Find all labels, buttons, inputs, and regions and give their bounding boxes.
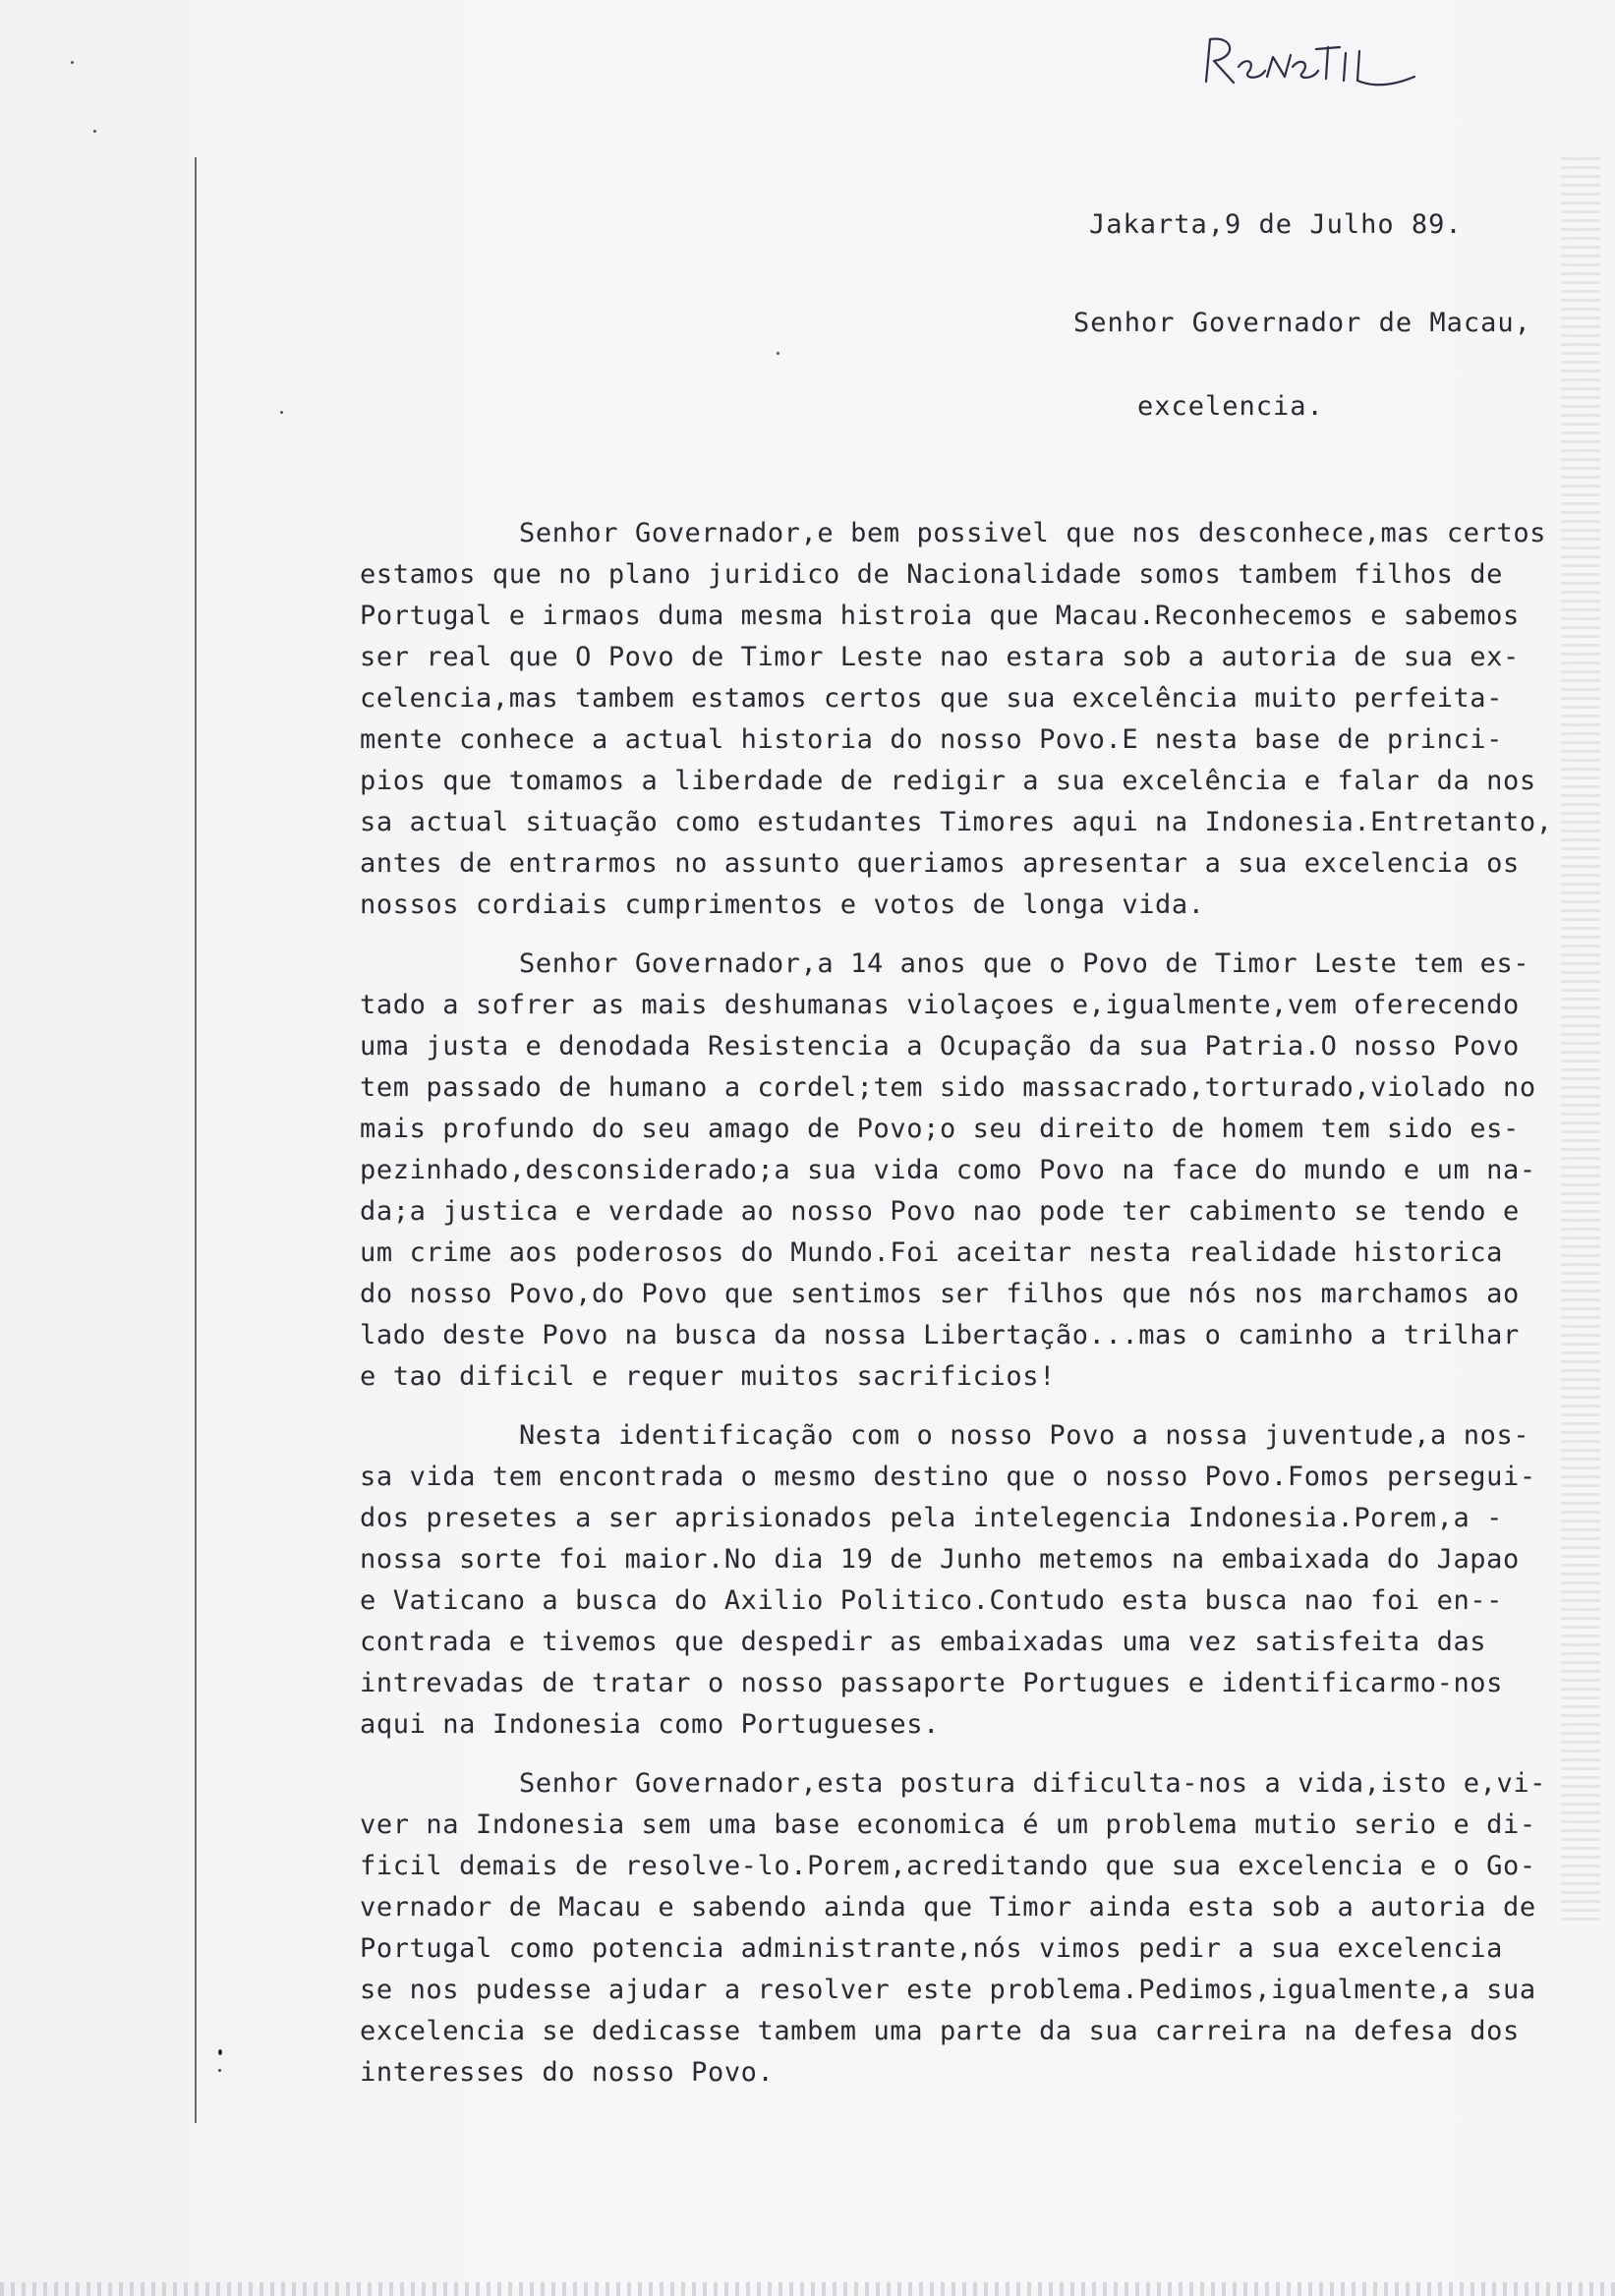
paragraph-line: vernador de Macau e sabendo ainda que Timor ainda esta sob a autoria de <box>360 1892 1536 1923</box>
paragraph-line: uma justa e denodada Resistencia a Ocupação da sua Patria.O nosso Povo <box>360 1031 1520 1062</box>
letter-dateline: Jakarta,9 de Julho 89. <box>1089 209 1463 240</box>
paragraph-line: pezinhado,desconsiderado;a sua vida como Povo na face do mundo e um na- <box>360 1155 1536 1185</box>
paragraph-line: Senhor Governador,e bem possivel que nos desconhece,mas certos <box>519 518 1547 548</box>
paragraph-line: um crime aos poderosos do Mundo.Foi aceitar nesta realidade historica <box>360 1237 1504 1268</box>
paragraph-line: contrada e tivemos que despedir as embaixadas uma vez satisfeita das <box>360 1627 1487 1657</box>
paragraph-line: nossa sorte foi maior.No dia 19 de Junho metemos na embaixada do Japao <box>360 1544 1520 1575</box>
paragraph-line: se nos pudesse ajudar a resolver este problema.Pedimos,igualmente,a sua <box>360 1975 1536 2005</box>
paragraph-line: dos presetes a ser aprisionados pela intelegencia Indonesia.Porem,a - <box>360 1503 1504 1533</box>
paragraph-line: sa vida tem encontrada o mesmo destino que o nosso Povo.Fomos persegui- <box>360 1462 1536 1492</box>
paragraph <box>360 944 1568 1398</box>
paragraph-line: Nesta identificação com o nosso Povo a nossa juventude,a nos- <box>519 1420 1530 1451</box>
letter-addressee: Senhor Governador de Macau, <box>1073 308 1531 338</box>
paragraph-line: tem passado de humano a cordel;tem sido massacrado,torturado,violado no <box>360 1072 1536 1103</box>
paragraph-line: excelencia se dedicasse tambem uma parte da sua carreira na defesa dos <box>360 2016 1520 2046</box>
paragraph-line: nossos cordiais cumprimentos e votos de longa vida. <box>360 890 1205 920</box>
letter-body <box>360 513 1568 2111</box>
paragraph-line: ser real que O Povo de Timor Leste nao estara sob a autoria de sua ex- <box>360 642 1520 672</box>
paragraph-line: pios que tomamos a liberdade de redigir a sua excelência e falar da nos <box>360 766 1536 796</box>
paragraph-line: intrevadas de tratar o nosso passaporte Portugues e identificarmo-nos <box>360 1668 1504 1698</box>
left-margin-rule <box>195 157 197 2123</box>
handwritten-annotation <box>1194 28 1420 96</box>
paragraph-line: Senhor Governador,esta postura dificulta-nos a vida,isto e,vi- <box>519 1768 1547 1799</box>
paragraph-line: Portugal como potencia administrante,nós vimos pedir a sua excelencia <box>360 1933 1504 1964</box>
handwritten-annotation-drawing <box>1194 28 1420 96</box>
paragraph-line: ver na Indonesia sem uma base economica é um problema mutio serio e di- <box>360 1809 1536 1840</box>
paragraph-line: estamos que no plano juridico de Nacionalidade somos tambem filhos de <box>360 559 1504 590</box>
paragraph <box>360 1763 1568 2094</box>
paragraph-line: da;a justica e verdade ao nosso Povo nao pode ter cabimento se tendo e <box>360 1196 1520 1227</box>
paragraph-line: interesses do nosso Povo. <box>360 2057 775 2088</box>
paragraph <box>360 513 1568 926</box>
paragraph-line: Portugal e irmaos duma mesma histroia que Macau.Reconhecemos e sabemos <box>360 601 1520 631</box>
paragraph-line: aqui na Indonesia como Portugueses. <box>360 1709 940 1740</box>
paragraph-line: do nosso Povo,do Povo que sentimos ser filhos que nós nos marchamos ao <box>360 1279 1520 1309</box>
paragraph-line: sa actual situação como estudantes Timores aqui na Indonesia.Entretanto, <box>360 807 1553 837</box>
paragraph-line: Senhor Governador,a 14 anos que o Povo de Timor Leste tem es- <box>519 948 1530 979</box>
letter-salutation: excelencia. <box>1137 391 1324 422</box>
paragraph-line: lado deste Povo na busca da nossa Libertação...mas o caminho a trilhar <box>360 1320 1520 1350</box>
paragraph-line: e Vaticano a busca do Axilio Politico.Contudo esta busca nao foi en-- <box>360 1585 1504 1616</box>
paragraph-line: celencia,mas tambem estamos certos que sua excelência muito perfeita- <box>360 683 1504 714</box>
paragraph-line: ficil demais de resolve-lo.Porem,acreditando que sua excelencia e o Go- <box>360 1851 1536 1881</box>
paragraph-line: e tao dificil e requer muitos sacrificios! <box>360 1361 1056 1392</box>
paragraph-line: mente conhece a actual historia do nosso Povo.E nesta base de princi- <box>360 724 1504 755</box>
paragraph-line: mais profundo do seu amago de Povo;o seu direito de homem tem sido es- <box>360 1114 1520 1144</box>
paragraph-line: antes de entrarmos no assunto queriamos apresentar a sua excelencia os <box>360 848 1520 879</box>
paragraph-line: tado a sofrer as mais deshumanas violaçoes e,igualmente,vem oferecendo <box>360 990 1520 1020</box>
scan-bottom-edge <box>0 2282 1615 2296</box>
paragraph <box>360 1415 1568 1746</box>
